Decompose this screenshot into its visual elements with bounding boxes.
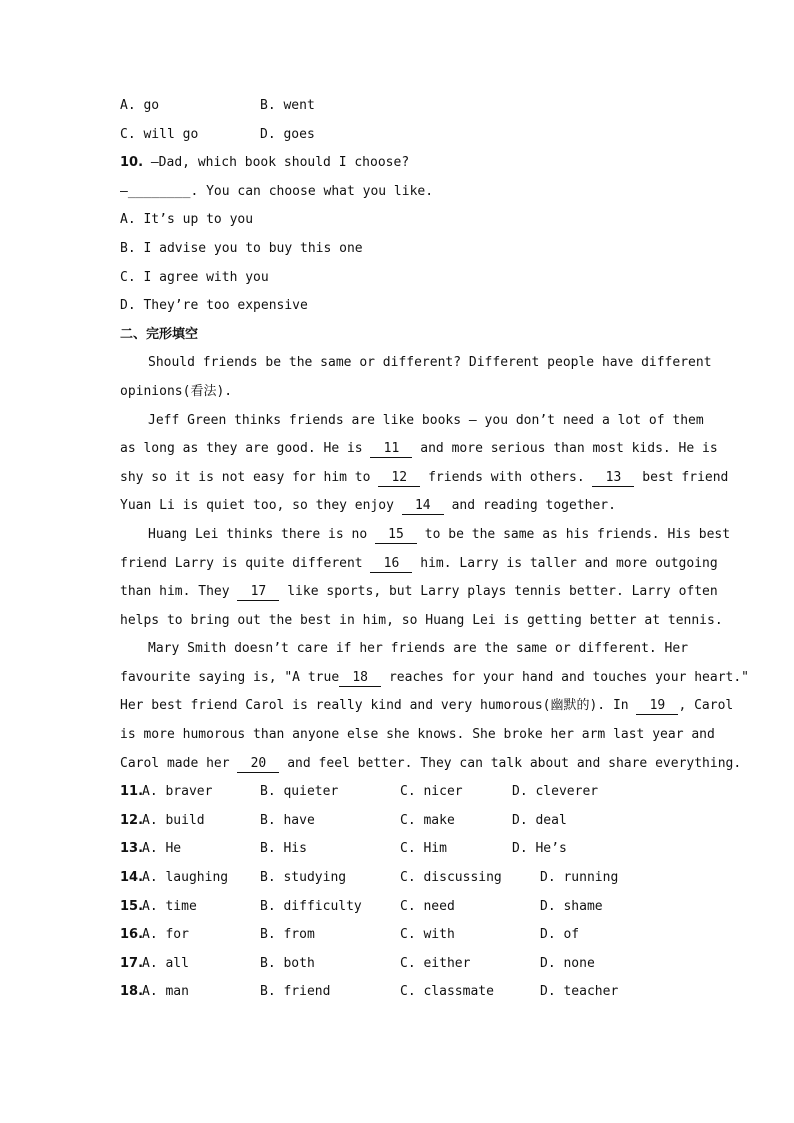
blank-19: 19 [636,698,678,715]
text: Huang Lei thinks there is no [148,526,375,542]
choice-row [120,778,680,807]
question-number: 13. [120,841,144,857]
option-b: B. both [260,955,315,971]
option-d: D. They’re too expensive [120,298,308,314]
question-number: 18. [120,984,144,1000]
text: to be the same as his friends. His best [416,526,731,542]
option-c: C. need [400,898,455,914]
text: as long as they are good. He is [120,441,371,457]
option-c: C. will go [120,126,199,142]
passage-line [120,578,718,607]
text: and more serious than most kids. He is [412,441,718,457]
option-a: A. all [142,955,189,971]
text: than him. They [120,584,238,600]
text: and reading together. [443,498,616,514]
option-row [120,92,680,121]
passage-line: Mary Smith doesn’t care if her friends are the same or different. Her [148,641,689,657]
text: Yuan Li is quiet too, so they enjoy [120,498,402,514]
text: Carol made her [120,755,238,771]
option-a: A. time [142,898,197,914]
blank-18: 18 [339,670,381,687]
option-d: D. goes [260,126,315,142]
text: friend Larry is quite different [120,555,371,571]
option-a: A. He [142,841,182,857]
option-a: A. braver [142,784,213,800]
question-number: 10. [120,155,144,171]
passage-line [120,492,680,521]
option-b: B. friend [260,984,331,1000]
choice-row [120,921,680,950]
option-a: A. build [142,812,205,828]
option-b: B. have [260,812,315,828]
passage-line [120,464,729,493]
text: best friend [634,469,729,485]
option-c: C. discussing [400,870,502,886]
option-a: A. laughing [142,870,229,886]
passage-paragraph-1 [120,349,712,406]
option-c: C. either [400,955,471,971]
passage-paragraph-3 [120,521,731,635]
option-c: C. I agree with you [120,269,269,285]
option-b: B. His [260,841,307,857]
text: reaches for your hand and touches your heart." [381,669,750,685]
option-a: A. man [142,984,189,1000]
blank-13: 13 [592,470,634,487]
question-number: 12. [120,812,144,828]
choice-row [120,978,680,1007]
option-a: A. for [142,927,189,943]
option-d: D. shame [540,898,603,914]
question-number: 11. [120,784,144,800]
text: , Carol [678,698,734,714]
option-d: D. none [540,955,595,971]
option-b: B. studying [260,870,347,886]
blank-20: 20 [237,756,279,773]
option-b: B. went [260,98,315,113]
passage-line [120,664,750,693]
option-a: A. go [120,98,160,113]
option-d: D. teacher [540,984,619,1000]
choice-row [120,864,680,893]
text: shy so it is not easy for him to [120,469,379,485]
option-d: D. deal [512,812,567,828]
blank-17: 17 [237,584,279,601]
option-d: D. running [540,870,619,886]
passage-line: opinions(看法). [120,383,233,399]
document-page [120,92,750,1007]
option-row [120,121,680,150]
option-d: D. of [540,927,580,943]
text: Her best friend Carol is really kind and very humorous(幽默的). In [120,698,637,714]
blank-16: 16 [370,556,412,573]
choice-row [120,950,680,979]
blank-12: 12 [378,470,420,487]
option-b: B. from [260,927,315,943]
passage-paragraph-2 [120,407,729,521]
passage-line [120,435,718,464]
question-prompt: —Dad, which book should I choose? [150,155,410,171]
option-b: B. quieter [260,784,339,800]
text: friends with others. [420,469,593,485]
choice-row [120,893,680,922]
text: and feel better. They can talk about and share everything. [279,755,742,771]
choice-row [120,807,680,836]
passage-line: Should friends be the same or different? Different people have different [148,355,712,371]
blank-15: 15 [375,527,417,544]
passage-line: is more humorous than anyone else she knows. She broke her arm last year and [120,727,715,743]
option-d: D. cleverer [512,784,599,800]
question-number: 16. [120,927,144,943]
question-reply: —________. You can choose what you like. [120,183,434,199]
passage-line [120,750,742,779]
blank-14: 14 [402,498,444,515]
option-a: A. It’s up to you [120,212,254,228]
choice-row [120,835,680,864]
option-c: C. make [400,812,455,828]
question-number: 14. [120,870,144,886]
question-number: 15. [120,898,144,914]
question-number: 17. [120,955,144,971]
passage-line [120,521,731,550]
passage-line [120,550,718,579]
option-c: C. Him [400,841,447,857]
passage-line: helps to bring out the best in him, so Huang Lei is getting better at tennis. [120,612,723,628]
blank-11: 11 [370,441,412,458]
passage-line [120,692,734,721]
option-b: B. difficulty [260,898,362,914]
section-title: 二、完形填空 [120,326,199,342]
option-c: C. with [400,927,455,943]
text: like sports, but Larry plays tennis better. Larry often [279,584,718,600]
question-10 [120,149,680,178]
passage-paragraph-4 [120,635,750,778]
choice-list [120,778,680,1007]
option-c: C. nicer [400,784,463,800]
text: him. Larry is taller and more outgoing [412,555,718,571]
option-d: D. He’s [512,841,567,857]
option-b: B. I advise you to buy this one [120,240,363,256]
passage-line: Jeff Green thinks friends are like books — you don’t need a lot of them [148,412,704,428]
option-c: C. classmate [400,984,494,1000]
text: favourite saying is, "A true [120,669,340,685]
